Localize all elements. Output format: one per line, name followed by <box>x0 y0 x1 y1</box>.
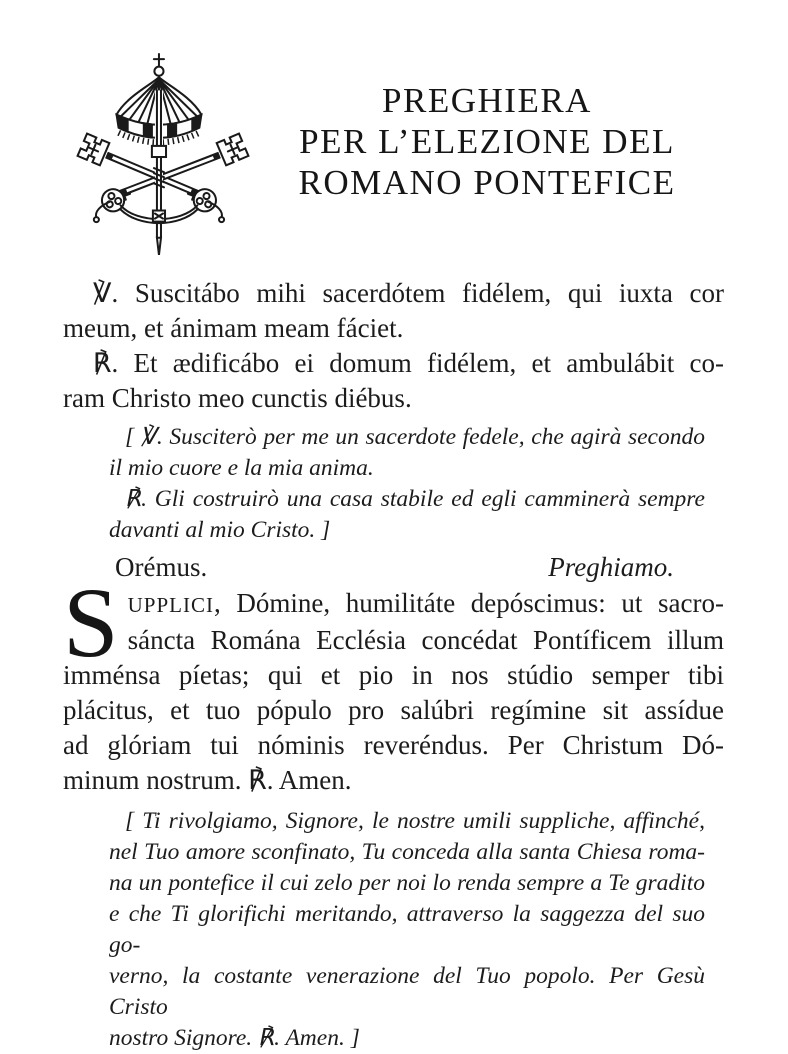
oremus-italian: Preghiamo. <box>548 552 674 582</box>
text-line: verno, la costante venerazione del Tuo popolo. Per Gesù Cristo <box>109 963 705 1020</box>
text-line: imménsa píetas; qui et pio in nos stúdio semper tibi <box>63 660 724 690</box>
italian-response-paragraph <box>109 484 705 546</box>
text-line: plácitus, et tuo pópulo pro salúbri regímine sit assídue <box>63 695 724 725</box>
title-line-1: PREGHIERA <box>382 81 592 120</box>
prayer-body <box>63 276 724 1054</box>
text-line: davanti al mio Cristo. ] <box>109 517 331 543</box>
text-line: meum, et ánimam meam fáciet. <box>63 313 404 343</box>
text-line: ram Christo meo cunctis diébus. <box>63 383 412 413</box>
small-caps-word: UPPLICI <box>127 593 214 617</box>
collect-latin-lines <box>63 623 724 798</box>
text-line: e che Ti glorifichi meritando, attraverso la saggezza del suo go- <box>109 901 705 958</box>
text-line: minum nostrum. ℟. Amen. <box>63 765 352 795</box>
text-line: il mio cuore e la mia anima. <box>109 455 374 481</box>
papal-umbraculum-keys-emblem <box>86 50 240 262</box>
text-line: [ ℣. Susciterò per me un sacerdote fedele, che agirà secondo <box>125 424 705 450</box>
italian-versicle-paragraph <box>109 422 705 484</box>
title-line-2: PER L’ELEZIONE DEL <box>299 122 675 161</box>
latin-versicle-paragraph <box>63 276 724 346</box>
drop-cap: S <box>63 567 119 678</box>
oremus-latin: Orémus. <box>115 552 208 582</box>
text-line: ℟. Et ædificábo ei domum fidélem, et ambulábit co- <box>93 348 724 378</box>
italian-translation-block-2 <box>109 806 705 1054</box>
text-line: sáncta Romána Ecclésia concédat Pontíficem illum <box>127 625 724 655</box>
text-line: na un pontefice il cui zelo per noi lo renda sempre a Te gradito <box>109 870 705 896</box>
page-header <box>0 50 788 262</box>
latin-response-paragraph <box>63 346 724 416</box>
page-title <box>246 80 728 203</box>
oremus-line <box>63 550 724 585</box>
text-line: ad glóriam tui nóminis reveréndus. Per Christum Dó- <box>63 730 724 760</box>
text-line: [ Ti rivolgiamo, Signore, le nostre umili suppliche, affinché, <box>125 808 705 834</box>
text-line: ℟. Gli costruirò una casa stabile ed egli camminerà sempre <box>125 486 705 512</box>
text-line: ℣. Suscitábo mihi sacerdótem fidélem, qui iuxta cor <box>93 278 724 308</box>
text-line: nostro Signore. ℟. Amen. ] <box>109 1025 360 1051</box>
italian-translation-block-1 <box>109 422 705 546</box>
title-line-3: ROMANO PONTEFICE <box>298 163 676 202</box>
line-continuation: , Dómine, humilitáte depóscimus: ut sacro- <box>213 588 724 618</box>
text-line <box>63 586 724 623</box>
text-line: nel Tuo amore sconfinato, Tu conceda alla santa Chiesa roma- <box>109 839 705 865</box>
